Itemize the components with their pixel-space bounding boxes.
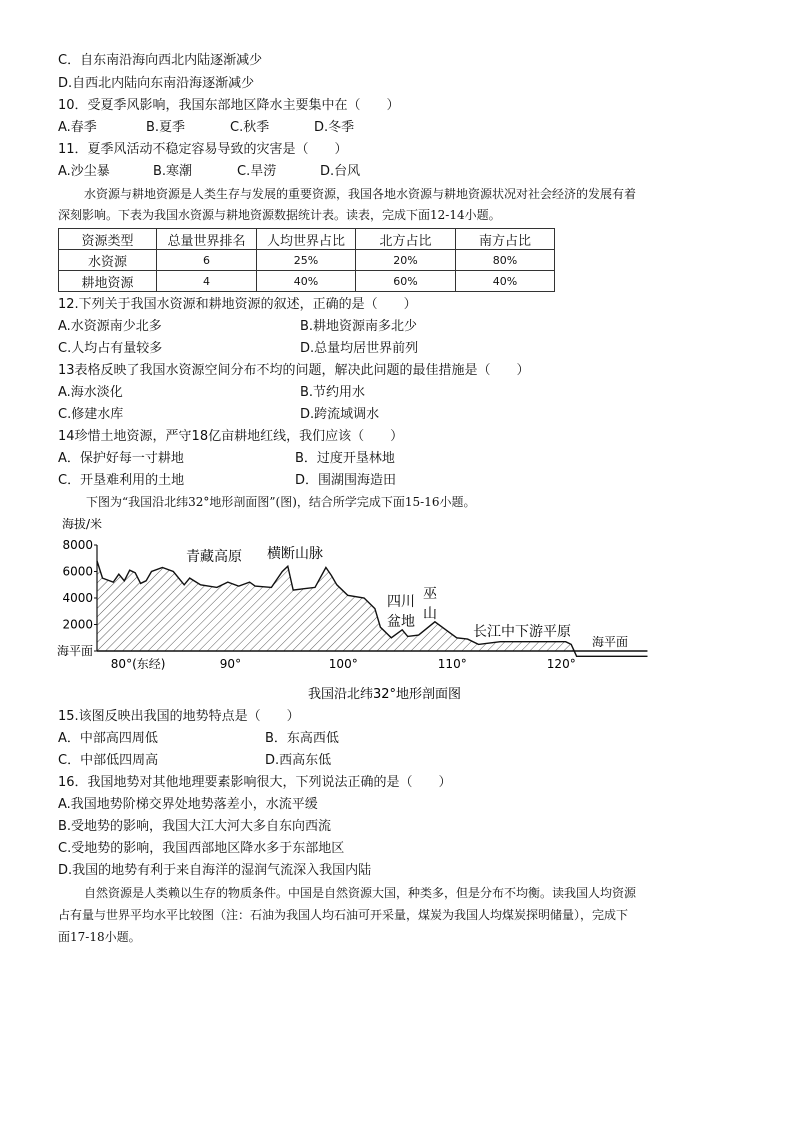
table-cell: 20% — [356, 250, 456, 271]
question-12-stem: 12.下列关于我国水资源和耕地资源的叙述，正确的是（ ） — [58, 297, 417, 312]
question-option: A．中部高四周低 — [58, 731, 158, 746]
question-option: D.台风 — [320, 164, 361, 179]
label-basin: 盆地 — [387, 614, 415, 630]
intro-paragraph: 占有量与世界平均水平比较图（注：石油为我国人均石油可开采量，煤炭为我国人均煤炭探明储量），完成下 — [58, 908, 629, 922]
y-tick-label: 海平面 — [56, 644, 93, 658]
table-header: 资源类型 — [59, 229, 157, 250]
question-option: C.受地势的影响，我国西部地区降水多于东部地区 — [58, 841, 345, 856]
intro-paragraph: 下图为“我国沿北纬32°地形剖面图”(图)，结合所学完成下面15-16小题。 — [86, 495, 476, 509]
question-option: A.水资源南少北多 — [58, 319, 162, 334]
question-option: B．东高西低 — [265, 731, 339, 746]
question-option: A.我国地势阶梯交界处地势落差小，水流平缓 — [58, 797, 318, 812]
question-option: D.我国的地势有利于来自海洋的湿润气流深入我国内陆 — [58, 863, 372, 878]
terrain-profile-chart — [0, 510, 794, 705]
table-cell: 6 — [157, 250, 257, 271]
question-option: B．过度开垦林地 — [295, 451, 395, 466]
question-16-stem: 16．我国地势对其他地理要素影响很大，下列说法正确的是（ ） — [58, 775, 452, 790]
question-option: C.旱涝 — [237, 164, 277, 179]
table-header: 总量世界排名 — [157, 229, 257, 250]
chart-title: 我国沿北纬32°地形剖面图 — [308, 687, 462, 702]
table-header: 人均世界占比 — [257, 229, 356, 250]
x-tick-label: 90° — [219, 657, 242, 671]
table-cell: 60% — [356, 271, 456, 292]
question-option: A.沙尘暴 — [58, 164, 110, 179]
x-tick-label: 120° — [546, 657, 576, 671]
x-tick-label: 110° — [437, 657, 467, 671]
intro-paragraph: 自然资源是人类赖以生存的物质条件。中国是自然资源大国，种类多，但是分布不均衡。读我国人均资源 — [84, 886, 637, 900]
intro-paragraph: 深刻影响。下表为我国水资源与耕地资源数据统计表。读表，完成下面12-14小题。 — [58, 208, 501, 222]
table-cell: 耕地资源 — [59, 271, 157, 292]
label-wu: 巫 — [423, 586, 437, 602]
label-sea-level: 海平面 — [592, 635, 629, 649]
label-yangtze-plain: 长江中下游平原 — [473, 624, 571, 640]
question-option: C．中部低四周高 — [58, 753, 159, 768]
table-cell: 水资源 — [59, 250, 157, 271]
label-qinghai-tibet-plateau: 青藏高原 — [186, 549, 242, 565]
y-tick-label: 8000 — [62, 538, 93, 552]
table-cell: 80% — [456, 250, 555, 271]
question-option: D.总量均居世界前列 — [300, 341, 419, 356]
question-option: A.海水淡化 — [58, 385, 123, 400]
table-cell: 40% — [257, 271, 356, 292]
question-11-stem: 11．夏季风活动不稳定容易导致的灾害是（ ） — [58, 142, 348, 157]
question-option: B.节约用水 — [300, 385, 366, 400]
table-cell: 4 — [157, 271, 257, 292]
x-tick-label: 80°(东经) — [110, 657, 166, 671]
question-option: C.秋季 — [230, 120, 270, 135]
question-option: D.自西北内陆向东南沿海逐渐减少 — [58, 76, 255, 91]
question-option: B.夏季 — [146, 120, 186, 135]
question-10-stem: 10．受夏季风影响，我国东部地区降水主要集中在（ ） — [58, 98, 400, 113]
question-option: C.修建水库 — [58, 407, 124, 422]
table-header: 北方占比 — [356, 229, 456, 250]
intro-paragraph: 面17-18小题。 — [58, 930, 141, 944]
question-option: A.春季 — [58, 120, 97, 135]
question-option: A．保护好每一寸耕地 — [58, 451, 184, 466]
table-cell: 25% — [257, 250, 356, 271]
resource-table — [58, 228, 555, 292]
table-header: 南方占比 — [456, 229, 555, 250]
question-option: C．开垦难利用的土地 — [58, 473, 185, 488]
label-shan: 山 — [423, 606, 437, 622]
label-sichuan: 四川 — [387, 594, 415, 610]
y-tick-label: 4000 — [62, 591, 93, 605]
question-option: C．自东南沿海向西北内陆逐渐减少 — [58, 53, 263, 68]
question-option: D.西高东低 — [265, 753, 332, 768]
table-cell: 40% — [456, 271, 555, 292]
table-header-row — [59, 229, 555, 250]
y-tick-label: 2000 — [62, 617, 93, 632]
label-hengduan-mountains: 横断山脉 — [267, 546, 323, 562]
question-option: C.人均占有量较多 — [58, 341, 163, 356]
question-option: D.跨流域调水 — [300, 407, 380, 422]
question-option: D．围湖围海造田 — [295, 473, 397, 488]
question-option: B.寒潮 — [153, 164, 193, 179]
y-tick-label: 6000 — [62, 564, 93, 579]
question-14-stem: 14珍惜土地资源，严守18亿亩耕地红线，我们应该（ ） — [58, 429, 404, 444]
question-15-stem: 15.该图反映出我国的地势特点是（ ） — [58, 709, 300, 724]
x-tick-label: 100° — [328, 657, 358, 671]
question-option: B.耕地资源南多北少 — [300, 319, 418, 334]
table-row — [59, 250, 555, 271]
y-axis-label: 海拔/米 — [62, 517, 103, 531]
question-option: B.受地势的影响，我国大江大河大多自东向西流 — [58, 819, 332, 834]
question-option: D.冬季 — [314, 120, 355, 135]
intro-paragraph: 水资源与耕地资源是人类生存与发展的重要资源，我国各地水资源与耕地资源状况对社会经济的发展有着 — [84, 187, 637, 201]
question-13-stem: 13表格反映了我国水资源空间分布不均的问题，解决此问题的最佳措施是（ ） — [58, 363, 530, 378]
table-row — [59, 271, 555, 292]
